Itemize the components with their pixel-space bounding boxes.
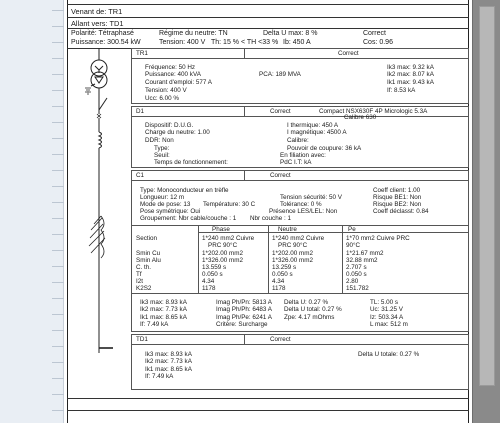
ruler-tick bbox=[52, 202, 64, 203]
tr1-courant: Courant d'emploi: 577 A bbox=[145, 79, 213, 86]
d1-box bbox=[131, 106, 469, 168]
tr1-ik2: Ik2 max: 8.07 kA bbox=[387, 71, 434, 78]
ruler-tick bbox=[52, 330, 64, 331]
d1-calibre-top: Calibre 630 bbox=[344, 114, 377, 121]
c1-imag-ph-ph: Imag Ph/Ph: 6483 A bbox=[216, 306, 273, 313]
row-label-i2t: I2t bbox=[136, 278, 144, 285]
report-sheet bbox=[64, 0, 472, 423]
c1-title: C1 bbox=[136, 172, 145, 179]
c1-zpe: Zpe: 4.17 mOhms bbox=[284, 314, 335, 321]
neutre-section: 1*240 mm2 Cuivre bbox=[272, 235, 325, 242]
ruler-tick bbox=[52, 410, 64, 411]
divider bbox=[67, 398, 469, 399]
c1-coeff-client: Coeff client: 1.00 bbox=[373, 187, 421, 194]
th-range: Th: 15 % < TH <33 % bbox=[211, 39, 279, 46]
c1-presence-les: Présence LES/LEL: Non bbox=[269, 208, 338, 215]
row-label-cth: C. th. bbox=[136, 264, 152, 271]
tr1-box bbox=[131, 48, 469, 104]
tr1-ik1: Ik1 max: 9.43 kA bbox=[387, 79, 434, 86]
c1-tl: TL: 5.00 s bbox=[370, 299, 399, 306]
c1-title-bar bbox=[132, 171, 468, 181]
ruler-tick bbox=[52, 74, 64, 75]
c1-imag-ph-pe: Imag Ph/Pe: 6241 A bbox=[216, 314, 273, 321]
divider bbox=[132, 293, 468, 294]
phase-k2s2: 1178 bbox=[202, 285, 216, 292]
divider bbox=[67, 17, 469, 18]
neutre-smin-cu: 1*202.00 mm2 bbox=[272, 250, 313, 257]
c1-iz: Iz: 503.34 A bbox=[370, 314, 404, 321]
pe-cth: 2.707 s bbox=[346, 264, 367, 271]
divider bbox=[244, 171, 245, 181]
divider bbox=[198, 232, 468, 233]
ruler-tick bbox=[52, 170, 64, 171]
puissance: Puissance: 300.54 kW bbox=[71, 39, 141, 46]
td1-title-bar bbox=[132, 335, 468, 345]
c1-temperature: Température: 30 C bbox=[203, 201, 256, 208]
d1-calibre: Calibre: bbox=[287, 137, 309, 144]
coil-icon bbox=[99, 132, 102, 148]
pe-section-2: 90°C bbox=[346, 242, 361, 249]
c1-box bbox=[131, 170, 469, 332]
tr1-if: If: 8.53 kA bbox=[387, 87, 416, 94]
ruler-tick bbox=[52, 138, 64, 139]
td1-ik3: Ik3 max: 8.93 kA bbox=[145, 351, 192, 358]
pe-section: 1*70 mm2 Cuivre PRC bbox=[346, 235, 410, 242]
td1-title: TD1 bbox=[136, 336, 148, 343]
cos-phi: Cos: 0.96 bbox=[363, 39, 393, 46]
regime-neutre: Régime du neutre: TN bbox=[159, 30, 228, 37]
ruler-tick bbox=[52, 314, 64, 315]
ruler-tick bbox=[52, 90, 64, 91]
table-header-phase: Phase bbox=[212, 226, 230, 233]
c1-tension-securite: Tension sécurité: 50 V bbox=[280, 194, 342, 201]
c1-coeff-declasst: Coeff déclasst: 0.84 bbox=[373, 208, 429, 215]
ruler-tick bbox=[52, 346, 64, 347]
divider bbox=[244, 335, 245, 345]
phase-section-2: PRC 90°C bbox=[208, 242, 238, 249]
divider bbox=[67, 28, 469, 29]
neutre-smin-alu: 1*326.00 mm2 bbox=[272, 257, 313, 264]
divider bbox=[244, 49, 245, 59]
polarite: Polarité: Tétraphasé bbox=[71, 30, 134, 37]
d1-device: Compact NSX630F 4P Micrologic 5.3A bbox=[319, 108, 428, 115]
ruler-tick bbox=[52, 362, 64, 363]
ruler-tick bbox=[52, 42, 64, 43]
divider bbox=[198, 225, 199, 293]
divider bbox=[132, 225, 468, 226]
tr1-pca: PCA: 189 MVA bbox=[259, 71, 301, 78]
tr1-frequence: Fréquence: 50 Hz bbox=[145, 64, 196, 71]
row-label-k2s2: K2S2 bbox=[136, 285, 152, 292]
d1-type: Type: bbox=[154, 145, 170, 152]
d1-status: Correct bbox=[270, 108, 291, 115]
row-label-smin-cu: Smin Cu bbox=[136, 250, 161, 257]
c1-mode-pose: Mode de pose: 13 bbox=[140, 201, 191, 208]
neutre-i2t: 4.34 bbox=[272, 278, 285, 285]
d1-temps: Temps de fonctionnement: bbox=[154, 159, 228, 166]
delta-u-max: Delta U max: 8 % bbox=[263, 30, 318, 37]
pe-i2t: 2.80 bbox=[346, 278, 359, 285]
c1-delta-u-total: Delta U total: 0.27 % bbox=[284, 306, 342, 313]
d1-ithermique: I thermique: 450 A bbox=[287, 122, 339, 129]
c1-status: Correct bbox=[270, 172, 291, 179]
ruler-tick bbox=[52, 282, 64, 283]
ib: Ib: 450 A bbox=[283, 39, 311, 46]
d1-ddr: DDR: Non bbox=[145, 137, 174, 144]
divider bbox=[268, 225, 269, 293]
divider bbox=[244, 107, 245, 117]
d1-dispositif: Dispositif: D.U.G. bbox=[145, 122, 194, 129]
tension: Tension: 400 V bbox=[159, 39, 206, 46]
ruler-tick bbox=[52, 266, 64, 267]
ruler-tick bbox=[52, 154, 64, 155]
d1-title: D1 bbox=[136, 108, 145, 115]
transformer-primary-icon bbox=[91, 60, 107, 76]
tr1-ik3: Ik3 max: 9.32 kA bbox=[387, 64, 434, 71]
pe-k2s2: 151.782 bbox=[346, 285, 369, 292]
breaker-contact-icon bbox=[99, 98, 107, 110]
c1-critere: Critère: Surcharge bbox=[216, 321, 268, 328]
d1-seuil: Seuil: bbox=[154, 152, 170, 159]
td1-delta-u-totale: Delta U totale: 0.27 % bbox=[358, 351, 420, 358]
d1-pouvoir-coupure: Pouvoir de coupure: 36 kA bbox=[287, 145, 362, 152]
vertical-scrollbar[interactable] bbox=[472, 0, 500, 423]
c1-groupement: Groupement: Nbr cable/couche : 1 bbox=[140, 215, 237, 222]
ruler-tick bbox=[52, 106, 64, 107]
tr1-ucc: Ucc: 6.00 % bbox=[145, 95, 179, 102]
row-label-section: Section bbox=[136, 235, 158, 242]
phase-tf: 0.050 s bbox=[202, 271, 223, 278]
d1-imagnetique: I magnétique: 4500 A bbox=[287, 129, 347, 136]
ruler-tick bbox=[52, 10, 64, 11]
c1-if: If: 7.49 kA bbox=[140, 321, 169, 328]
c1-longueur: Longueur: 12 m bbox=[140, 194, 185, 201]
header-status: Correct bbox=[363, 30, 386, 37]
ruler-tick bbox=[52, 234, 64, 235]
c1-imag-ph-pn: Imag Ph/Pn: 5813 A bbox=[216, 299, 273, 306]
divider bbox=[67, 4, 469, 5]
c1-lmax: L max: 512 m bbox=[370, 321, 408, 328]
c1-tolerance: Tolérance: 0 % bbox=[280, 201, 322, 208]
ruler-tick bbox=[52, 378, 64, 379]
row-label-tf: Tf bbox=[136, 271, 142, 278]
td1-ik1: Ik1 max: 8.65 kA bbox=[145, 366, 192, 373]
ruler-tick bbox=[52, 122, 64, 123]
pe-tf: 0.050 s bbox=[346, 271, 367, 278]
neutre-section-2: PRC 90°C bbox=[278, 242, 308, 249]
table-header-neutre: Neutre bbox=[278, 226, 297, 233]
divider bbox=[67, 410, 469, 411]
tr1-title-bar bbox=[132, 49, 468, 59]
ruler-tick bbox=[52, 394, 64, 395]
phase-cth: 13.559 s bbox=[202, 264, 227, 271]
c1-pose-symetrique: Pose symétrique: Oui bbox=[140, 208, 201, 215]
tr1-title: TR1 bbox=[136, 50, 148, 57]
ruler-tick bbox=[52, 298, 64, 299]
divider bbox=[342, 225, 343, 293]
phase-section: 1*240 mm2 Cuivre bbox=[202, 235, 255, 242]
ruler-tick bbox=[52, 26, 64, 27]
c1-type: Type: Monoconducteur en trèfle bbox=[140, 187, 229, 194]
venant-de: Venant de: TR1 bbox=[71, 7, 123, 16]
allant-vers: Allant vers: TD1 bbox=[71, 19, 124, 28]
tr1-puissance: Puissance: 400 kVA bbox=[145, 71, 201, 78]
c1-ik3: Ik3 max: 8.93 kA bbox=[140, 299, 187, 306]
ruler-tick bbox=[52, 218, 64, 219]
d1-filiation: En filiation avec: bbox=[280, 152, 326, 159]
neutre-k2s2: 1178 bbox=[272, 285, 286, 292]
pe-smin-alu: 32.88 mm2 bbox=[346, 257, 378, 264]
left-margin-ruler bbox=[0, 0, 64, 423]
phase-smin-cu: 1*202.00 mm2 bbox=[202, 250, 243, 257]
c1-delta-u: Delta U: 0.27 % bbox=[284, 299, 329, 306]
ruler-tick bbox=[52, 186, 64, 187]
c1-uc: Uc: 31.25 V bbox=[370, 306, 403, 313]
ruler-tick bbox=[52, 250, 64, 251]
c1-ik2: Ik2 max: 7.73 kA bbox=[140, 306, 187, 313]
td1-status: Correct bbox=[270, 336, 291, 343]
d1-pdc: PdC I.T: kA bbox=[280, 159, 312, 166]
td1-if: If: 7.49 kA bbox=[145, 373, 174, 380]
c1-ik1: Ik1 max: 8.65 kA bbox=[140, 314, 187, 321]
phase-i2t: 4.34 bbox=[202, 278, 215, 285]
c1-risque-be2: Risque BE2: Non bbox=[373, 201, 422, 208]
pe-smin-cu: 1*21.67 mm2 bbox=[346, 250, 384, 257]
c1-nbr-couche: Nbr couche : 1 bbox=[250, 215, 291, 222]
td1-box bbox=[131, 334, 469, 390]
d1-charge-neutre: Charge du neutre: 1.00 bbox=[145, 129, 210, 136]
phase-smin-alu: 1*326.00 mm2 bbox=[202, 257, 243, 264]
neutre-tf: 0.050 s bbox=[272, 271, 293, 278]
scrollbar-thumb[interactable] bbox=[479, 6, 495, 386]
tr1-tension: Tension: 400 V bbox=[145, 87, 187, 94]
single-line-schematic bbox=[69, 48, 129, 378]
td1-ik2: Ik2 max: 7.73 kA bbox=[145, 358, 192, 365]
c1-risque-be1: Risque BE1: Non bbox=[373, 194, 422, 201]
neutre-cth: 13.259 s bbox=[272, 264, 297, 271]
tr1-status: Correct bbox=[338, 50, 359, 57]
table-header-pe: Pe bbox=[348, 226, 356, 233]
transformer-secondary-icon bbox=[91, 72, 107, 88]
cable-hatch-icon bbox=[89, 216, 105, 253]
row-label-smin-alu: Smin Alu bbox=[136, 257, 161, 264]
ruler-tick bbox=[52, 58, 64, 59]
